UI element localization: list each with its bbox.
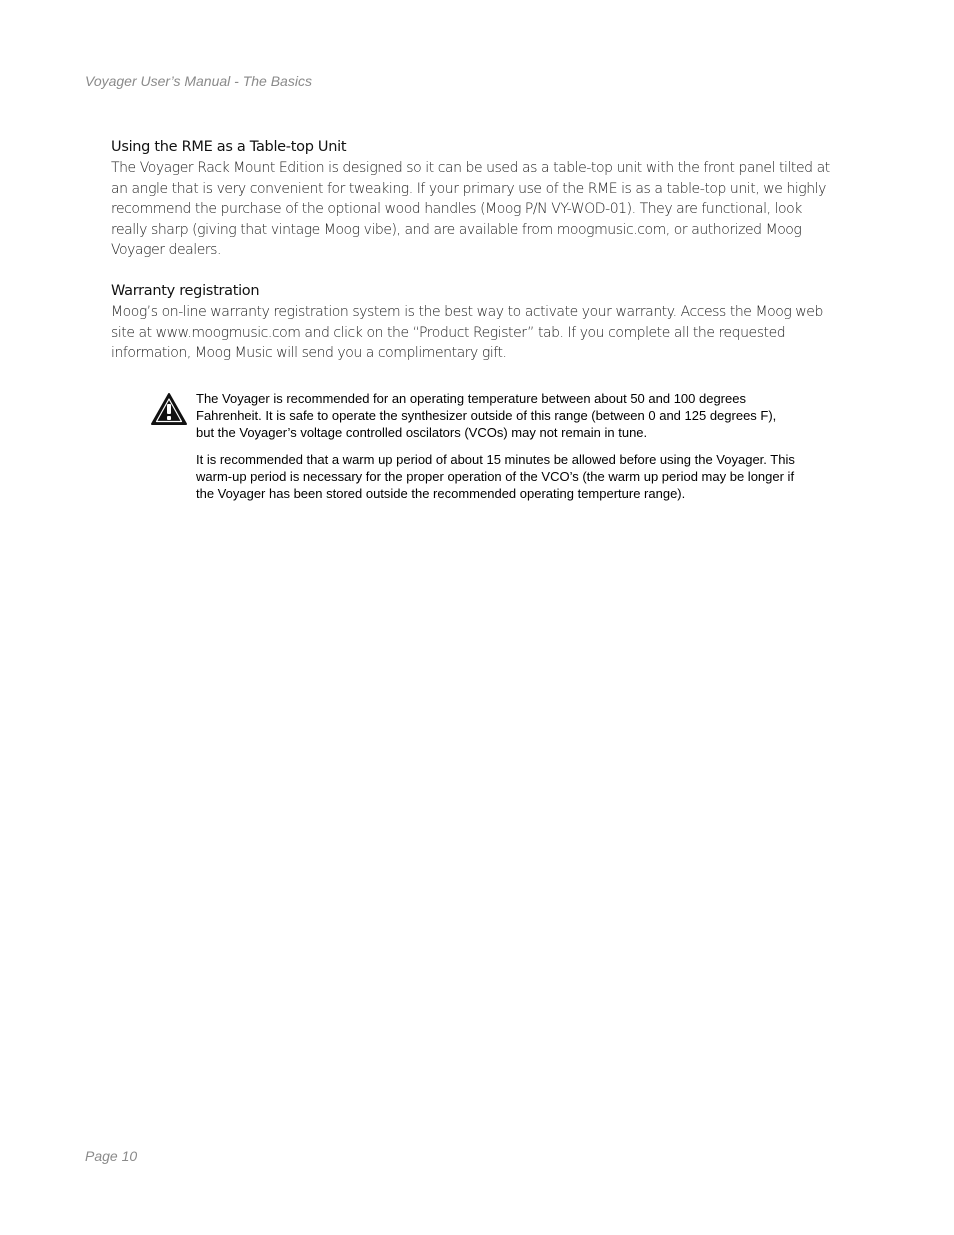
warning-paragraph: It is recommended that a warm up period of about 15 minutes be allowed before using the Voyager. This warm-up period is necessary for the proper operation of the VCO’s (the warm up period may be longer if the Voyager has been stored outside the recommended operating temperture range). [196,452,795,501]
section-body: The Voyager Rack Mount Edition is designed so it can be used as a table-top unit with the front panel tilted at an angle that is very convenient for tweaking. If your primary use of the RME is as a table-top unit, we highly recommend the purchase of the optional wood handles (Moog P/N VY-WOD-01). They are functional, look really sharp (giving that vintage Moog vibe), and are available from moogmusic.com, or authorized Moog Voyager dealers. [111,160,830,259]
section-body: Moog’s on-line warranty registration system is the best way to activate your warranty. Access the Moog web site at www.moogmusic.com and click on the “Product Register” tab. If you complete all the requested information, Moog Music will send you a complimentary gift. [111,303,823,362]
section-table-top-unit [111,137,841,261]
main-content [111,137,841,384]
section-warranty-registration [111,281,841,364]
running-header: Voyager User’s Manual - The Basics [85,73,312,89]
section-heading: Warranty registration [111,282,260,299]
section-heading: Using the RME as a Table-top Unit [111,139,347,155]
warning-triangle-icon [150,392,188,426]
page-number: Page 10 [85,1148,138,1164]
warning-paragraph: The Voyager is recommended for an operating temperature between about 50 and 100 degrees Fahrenheit. It is safe to operate the synthesizer outside of this range (between 0 and 125 degrees F), but the Voyager’s voltage controlled oscilators (VCOs) may not remain in tune. [196,391,777,440]
warning-text [196,390,796,512]
